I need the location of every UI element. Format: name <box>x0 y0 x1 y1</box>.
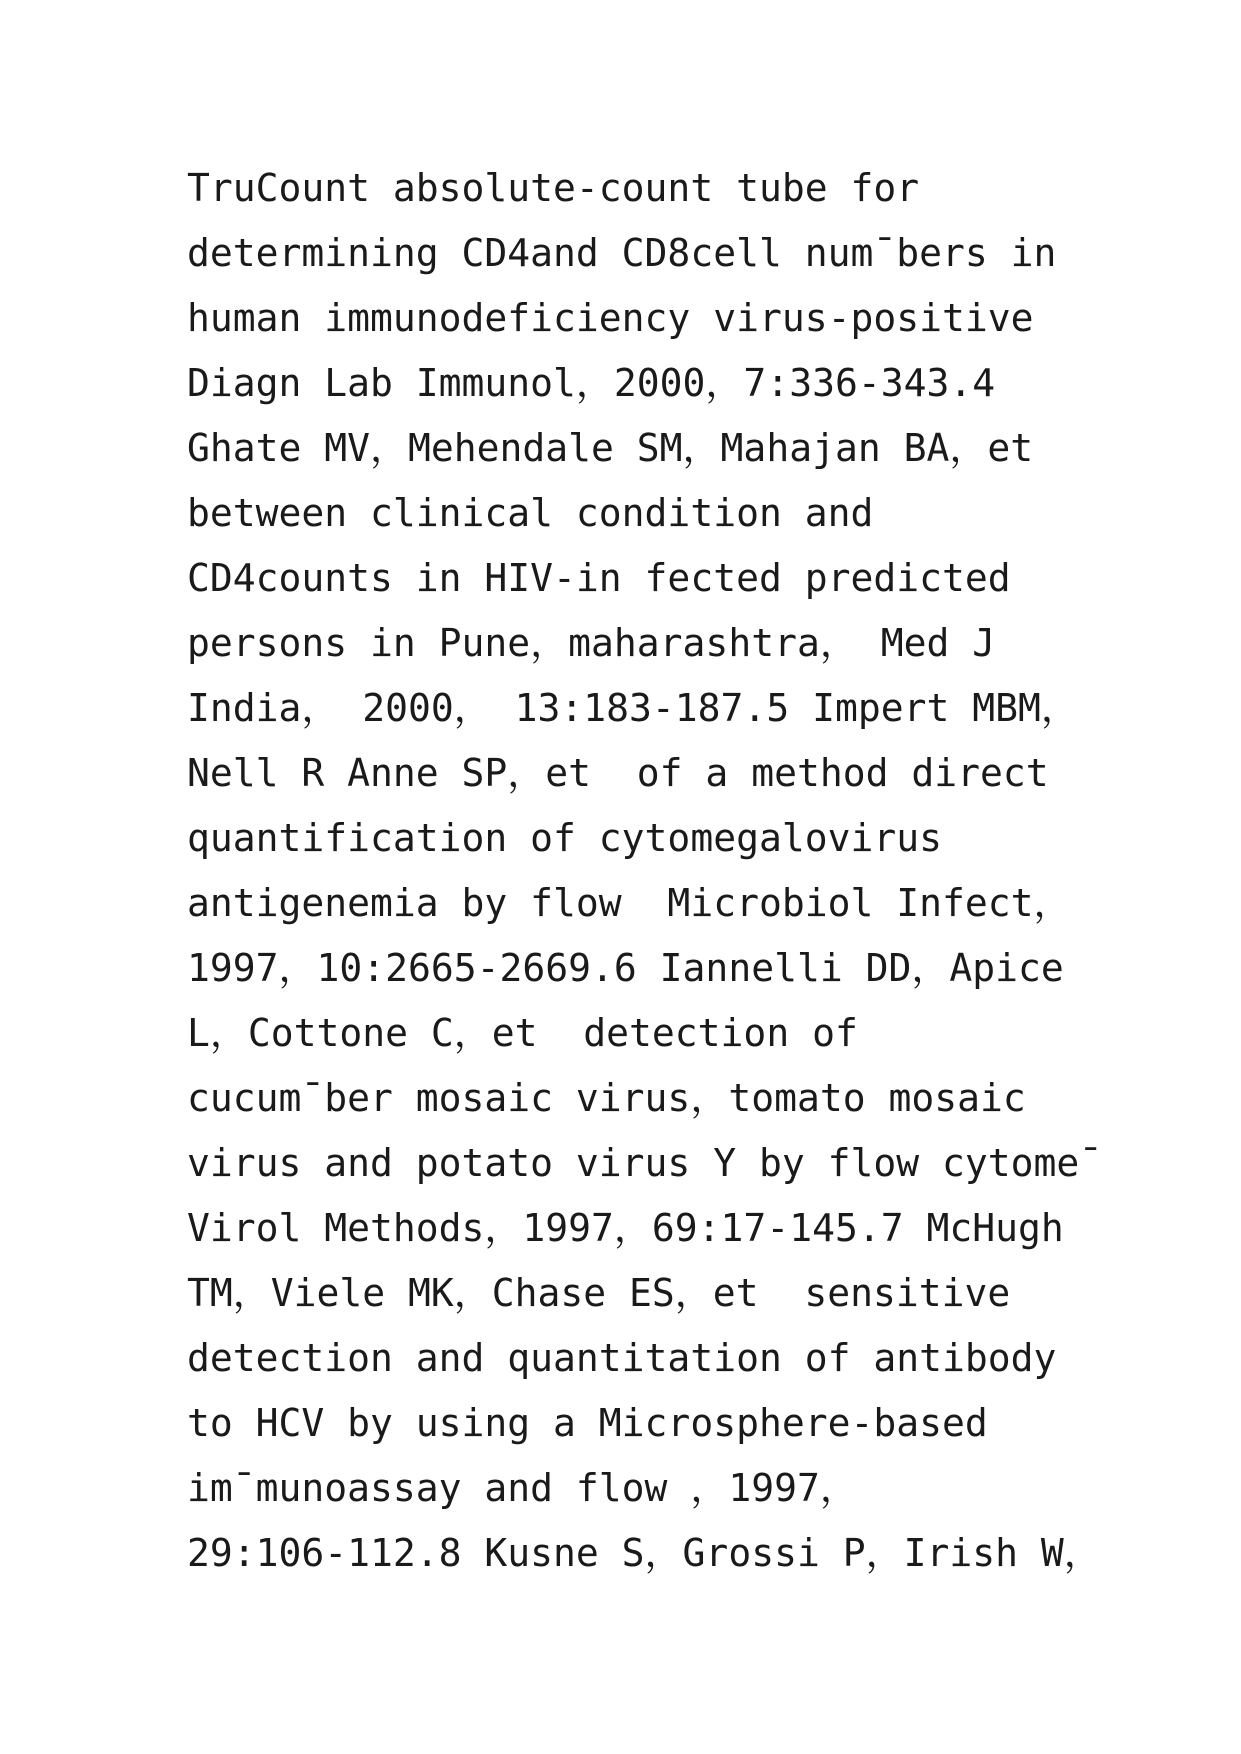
text-line: determining CD4and CD8cell num¯bers in <box>187 231 1057 275</box>
text-line: antigenemia by flow Microbiol Infect， <box>187 881 1072 925</box>
reference-text <box>187 156 1187 1586</box>
text-line: Diagn Lab Immunol，2000，7:336-343.4 <box>187 361 996 405</box>
text-line: quantification of cytomegalovirus <box>187 816 942 860</box>
text-line: Ghate MV，Mehendale SM，Mahajan BA，et <box>187 426 1034 470</box>
text-line: 1997，10:2665-2669.6 Iannelli DD，Apice <box>187 946 1064 990</box>
text-line: CD4counts in HIV-in fected predicted <box>187 556 1011 600</box>
text-line: cucum¯ber mosaic virus，tomato mosaic <box>187 1076 1026 1120</box>
text-line: Virol Methods，1997，69:17-145.7 McHugh <box>187 1206 1064 1250</box>
text-line: detection and quantitation of antibody <box>187 1336 1057 1380</box>
text-line: persons in Pune，maharashtra， Med J <box>187 621 996 665</box>
text-line: to HCV by using a Microsphere-based <box>187 1401 988 1445</box>
text-line: TruCount absolute-count tube for <box>187 166 920 210</box>
text-line: im¯munoassay and flow ，1997， <box>187 1466 858 1510</box>
text-line: L，Cottone C，et detection of <box>187 1011 858 1055</box>
text-line: TM，Viele MK，Chase ES，et sensitive <box>187 1271 1011 1315</box>
text-line: India， 2000， 13:183-187.5 Impert MBM， <box>187 686 1079 730</box>
text-line: human immunodeficiency virus-positive <box>187 296 1034 340</box>
text-line: Nell R Anne SP，et of a method direct <box>187 751 1049 795</box>
text-line: 29:106-112.8 Kusne S，Grossi P，Irish W， <box>187 1531 1102 1575</box>
text-line: between clinical condition and <box>187 491 874 535</box>
text-line: virus and potato virus Y by flow cytome¯ <box>187 1141 1103 1185</box>
